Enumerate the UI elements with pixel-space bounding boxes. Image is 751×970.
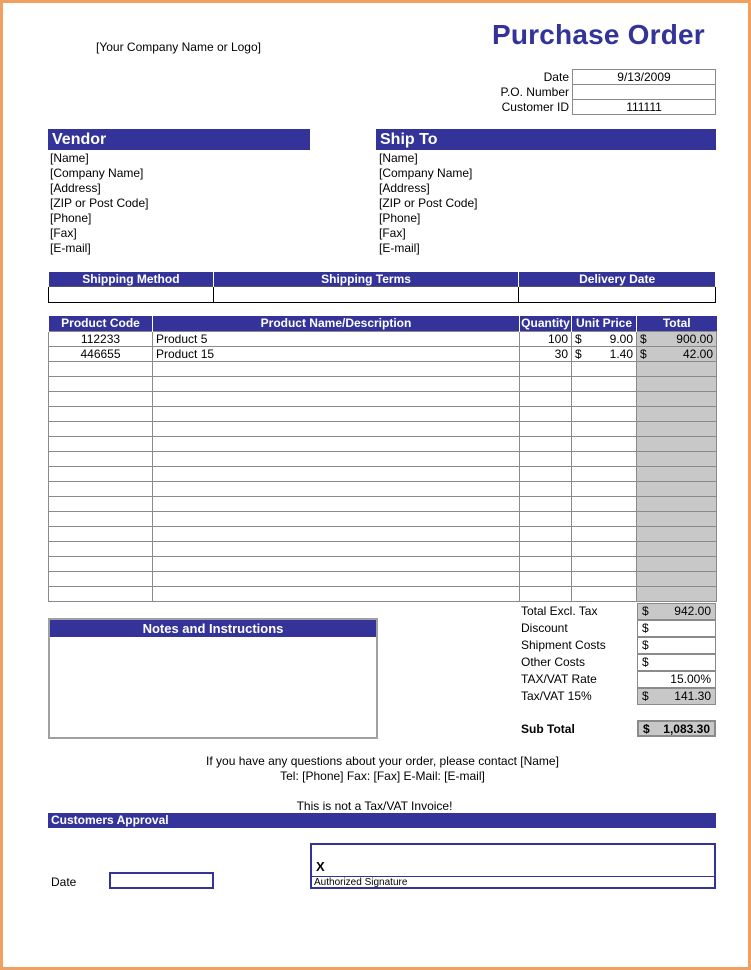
product-name-cell[interactable] xyxy=(153,526,520,541)
table-row xyxy=(49,586,717,601)
product-code-cell[interactable] xyxy=(49,556,153,571)
total-cell xyxy=(637,586,717,601)
product-code-cell[interactable] xyxy=(49,361,153,376)
tax-vat-rate-value: 15.00% xyxy=(670,672,711,686)
quantity-cell[interactable] xyxy=(520,481,572,496)
unit-price-value: 1.40 xyxy=(609,346,633,361)
quantity-cell[interactable] xyxy=(520,421,572,436)
product-name-cell[interactable] xyxy=(153,496,520,511)
unit-price-cell[interactable] xyxy=(572,376,637,391)
table-row xyxy=(49,571,717,586)
tax-vat-amount-field xyxy=(637,688,716,705)
table-row xyxy=(49,346,717,361)
table-row xyxy=(49,466,717,481)
total-excl-tax-currency: $ xyxy=(642,604,649,618)
product-code-cell[interactable] xyxy=(49,466,153,481)
tax-vat-rate-label: TAX/VAT Rate xyxy=(521,672,597,686)
total-value: 42.00 xyxy=(682,346,713,361)
shipping-method-field[interactable] xyxy=(49,287,214,303)
product-name-cell[interactable] xyxy=(153,436,520,451)
unit-price-cell[interactable] xyxy=(572,526,637,541)
quantity-cell[interactable] xyxy=(520,451,572,466)
contact-line-1: If you have any questions about your order, please contact [Name] xyxy=(206,754,559,768)
unit-price-cell[interactable] xyxy=(572,436,637,451)
total-cell xyxy=(637,571,717,586)
items-body xyxy=(49,331,717,601)
vendor-fax[interactable]: [Fax] xyxy=(50,226,77,240)
product-name-cell[interactable] xyxy=(153,586,520,601)
table-row xyxy=(49,421,717,436)
quantity-cell[interactable]: 100 xyxy=(520,331,572,346)
table-row xyxy=(49,481,717,496)
product-name-cell[interactable] xyxy=(153,391,520,406)
product-code-cell[interactable]: 446655 xyxy=(49,346,153,361)
document-title: Purchase Order xyxy=(492,19,705,50)
product-code-cell[interactable] xyxy=(49,571,153,586)
table-row xyxy=(49,391,717,406)
vendor-phone[interactable]: [Phone] xyxy=(50,211,92,225)
other-costs-field[interactable] xyxy=(637,654,716,671)
product-name-header: Product Name/Description xyxy=(153,316,520,331)
quantity-cell[interactable] xyxy=(520,541,572,556)
product-name-cell[interactable]: Product 15 xyxy=(153,346,520,361)
quantity-header: Quantity xyxy=(521,316,570,331)
shipping-method-header: Shipping Method xyxy=(49,272,214,287)
items-table xyxy=(48,316,717,602)
product-code-cell[interactable] xyxy=(49,376,153,391)
product-code-cell[interactable] xyxy=(49,451,153,466)
approval-date-field[interactable] xyxy=(109,872,214,889)
product-code-cell[interactable] xyxy=(49,436,153,451)
unit-price-cell[interactable] xyxy=(572,586,637,601)
unit-price-cell[interactable] xyxy=(572,511,637,526)
total-cell xyxy=(637,376,717,391)
unit-price-header: Unit Price xyxy=(572,316,637,331)
quantity-cell[interactable] xyxy=(520,436,572,451)
product-name-cell[interactable] xyxy=(153,541,520,556)
total-cell xyxy=(637,556,717,571)
delivery-date-field[interactable] xyxy=(519,287,716,303)
total-cell xyxy=(637,451,717,466)
total-excl-tax-label: Total Excl. Tax xyxy=(521,604,598,618)
notes-box[interactable] xyxy=(48,618,378,739)
product-code-cell[interactable] xyxy=(49,406,153,421)
vendor-heading: Vendor xyxy=(48,129,310,150)
total-cell xyxy=(637,541,717,556)
total-cell xyxy=(637,346,717,361)
product-code-cell[interactable] xyxy=(49,586,153,601)
disclaimer: This is not a Tax/VAT Invoice! xyxy=(296,799,453,813)
vendor-company[interactable]: [Company Name] xyxy=(50,166,144,180)
tax-vat-amount-value: 141.30 xyxy=(674,689,711,703)
table-row xyxy=(49,526,717,541)
notes-heading: Notes and Instructions xyxy=(50,620,376,637)
subtotal-value-box xyxy=(637,720,716,737)
vendor-zip[interactable]: [ZIP or Post Code] xyxy=(50,196,149,210)
product-name-cell[interactable] xyxy=(153,481,520,496)
quantity-cell[interactable] xyxy=(520,556,572,571)
shipment-costs-field[interactable] xyxy=(637,637,716,654)
quantity-cell[interactable] xyxy=(520,391,572,406)
product-code-cell[interactable] xyxy=(49,391,153,406)
approval-date-label: Date xyxy=(51,875,77,889)
ship-to-company[interactable]: [Company Name] xyxy=(379,166,473,180)
total-cell xyxy=(637,421,717,436)
discount-field[interactable] xyxy=(637,620,716,637)
unit-price-cell[interactable] xyxy=(572,406,637,421)
table-row xyxy=(49,436,717,451)
unit-price-cell[interactable] xyxy=(572,496,637,511)
customer-id-field[interactable]: 111111 xyxy=(572,99,716,115)
product-name-cell[interactable] xyxy=(153,556,520,571)
table-row xyxy=(49,541,717,556)
product-name-cell[interactable] xyxy=(153,466,520,481)
unit-price-cell[interactable] xyxy=(572,361,637,376)
unit-price-currency: $ xyxy=(575,346,582,361)
total-cell xyxy=(637,481,717,496)
product-name-cell[interactable] xyxy=(153,451,520,466)
table-row xyxy=(49,361,717,376)
signature-mark: X xyxy=(316,859,325,874)
unit-price-cell[interactable] xyxy=(572,541,637,556)
quantity-cell[interactable] xyxy=(520,361,572,376)
unit-price-cell[interactable] xyxy=(572,481,637,496)
ship-to-zip[interactable]: [ZIP or Post Code] xyxy=(379,196,478,210)
unit-price-currency: $ xyxy=(575,331,582,346)
shipping-table xyxy=(48,271,716,303)
quantity-cell[interactable]: 30 xyxy=(520,346,572,361)
product-name-cell[interactable] xyxy=(153,406,520,421)
tax-vat-amount-label: Tax/VAT 15% xyxy=(521,689,592,703)
total-cell xyxy=(637,391,717,406)
unit-price-cell[interactable] xyxy=(572,331,637,346)
product-name-cell[interactable] xyxy=(153,361,520,376)
total-currency: $ xyxy=(640,331,647,346)
ship-to-address xyxy=(379,151,478,256)
table-row xyxy=(49,331,717,346)
discount-currency: $ xyxy=(642,621,649,635)
table-row xyxy=(49,556,717,571)
ship-to-fax[interactable]: [Fax] xyxy=(379,226,406,240)
total-cell xyxy=(637,406,717,421)
customers-approval-heading: Customers Approval xyxy=(48,813,716,828)
quantity-cell[interactable] xyxy=(520,496,572,511)
customer-id-label: Customer ID xyxy=(501,100,569,114)
table-row xyxy=(49,376,717,391)
po-number-label: P.O. Number xyxy=(500,85,569,99)
vendor-email[interactable]: [E-mail] xyxy=(50,241,91,255)
table-row xyxy=(49,406,717,421)
ship-to-name[interactable]: [Name] xyxy=(379,151,418,165)
subtotal-currency: $ xyxy=(643,722,650,736)
unit-price-cell[interactable] xyxy=(572,346,637,361)
quantity-cell[interactable] xyxy=(520,526,572,541)
signature-caption: Authorized Signature xyxy=(312,876,714,889)
ship-to-heading: Ship To xyxy=(376,129,716,150)
company-placeholder: [Your Company Name or Logo] xyxy=(96,40,261,54)
total-cell xyxy=(637,466,717,481)
table-row xyxy=(49,511,717,526)
product-code-cell[interactable] xyxy=(49,526,153,541)
total-header: Total xyxy=(637,316,717,331)
product-name-cell[interactable] xyxy=(153,376,520,391)
discount-label: Discount xyxy=(521,621,568,635)
unit-price-cell[interactable] xyxy=(572,391,637,406)
total-cell xyxy=(637,436,717,451)
quantity-cell[interactable] xyxy=(520,376,572,391)
contact-line-2: Tel: [Phone] Fax: [Fax] E-Mail: [E-mail] xyxy=(280,769,485,783)
po-number-field[interactable] xyxy=(572,84,716,100)
unit-price-cell[interactable] xyxy=(572,556,637,571)
product-code-cell[interactable] xyxy=(49,421,153,436)
total-excl-tax-value: 942.00 xyxy=(674,604,711,618)
product-name-cell[interactable] xyxy=(153,511,520,526)
signature-box[interactable] xyxy=(310,843,716,889)
table-row xyxy=(49,451,717,466)
total-cell xyxy=(637,331,717,346)
delivery-date-header: Delivery Date xyxy=(519,272,716,287)
total-excl-tax-field xyxy=(637,603,716,620)
product-code-cell[interactable] xyxy=(49,496,153,511)
unit-price-cell[interactable] xyxy=(572,421,637,436)
ship-to-address-line[interactable]: [Address] xyxy=(379,181,430,195)
quantity-cell[interactable] xyxy=(520,511,572,526)
quantity-cell[interactable] xyxy=(520,586,572,601)
vendor-address xyxy=(50,151,149,256)
tax-vat-amount-currency: $ xyxy=(642,689,649,703)
tax-vat-rate-field[interactable] xyxy=(637,671,716,688)
quantity-cell[interactable] xyxy=(520,466,572,481)
other-costs-currency: $ xyxy=(642,655,649,669)
product-name-cell[interactable] xyxy=(153,421,520,436)
unit-price-cell[interactable] xyxy=(572,466,637,481)
total-cell xyxy=(637,511,717,526)
date-label: Date xyxy=(543,70,569,84)
vendor-address-line[interactable]: [Address] xyxy=(50,181,101,195)
shipment-costs-label: Shipment Costs xyxy=(521,638,606,652)
unit-price-cell[interactable] xyxy=(572,571,637,586)
quantity-cell[interactable] xyxy=(520,406,572,421)
subtotal-value: 1,083.30 xyxy=(663,722,710,736)
unit-price-cell[interactable] xyxy=(572,451,637,466)
total-cell xyxy=(637,361,717,376)
total-cell xyxy=(637,526,717,541)
shipping-terms-field[interactable] xyxy=(213,287,519,303)
product-code-cell[interactable] xyxy=(49,511,153,526)
product-code-cell[interactable] xyxy=(49,541,153,556)
shipment-costs-currency: $ xyxy=(642,638,649,652)
shipping-terms-header: Shipping Terms xyxy=(213,272,519,287)
product-name-cell[interactable] xyxy=(153,571,520,586)
date-field[interactable]: 9/13/2009 xyxy=(572,69,716,85)
quantity-cell[interactable] xyxy=(520,571,572,586)
product-code-cell[interactable] xyxy=(49,481,153,496)
product-code-header: Product Code xyxy=(49,316,153,331)
table-row xyxy=(49,496,717,511)
ship-to-phone[interactable]: [Phone] xyxy=(379,211,421,225)
total-currency: $ xyxy=(640,346,647,361)
subtotal-label: Sub Total xyxy=(521,722,575,736)
total-cell xyxy=(637,496,717,511)
product-code-cell[interactable]: 112233 xyxy=(49,331,153,346)
unit-price-value: 9.00 xyxy=(609,331,633,346)
vendor-name[interactable]: [Name] xyxy=(50,151,89,165)
other-costs-label: Other Costs xyxy=(521,655,586,669)
total-value: 900.00 xyxy=(676,331,713,346)
ship-to-email[interactable]: [E-mail] xyxy=(379,241,420,255)
product-name-cell[interactable]: Product 5 xyxy=(153,331,520,346)
